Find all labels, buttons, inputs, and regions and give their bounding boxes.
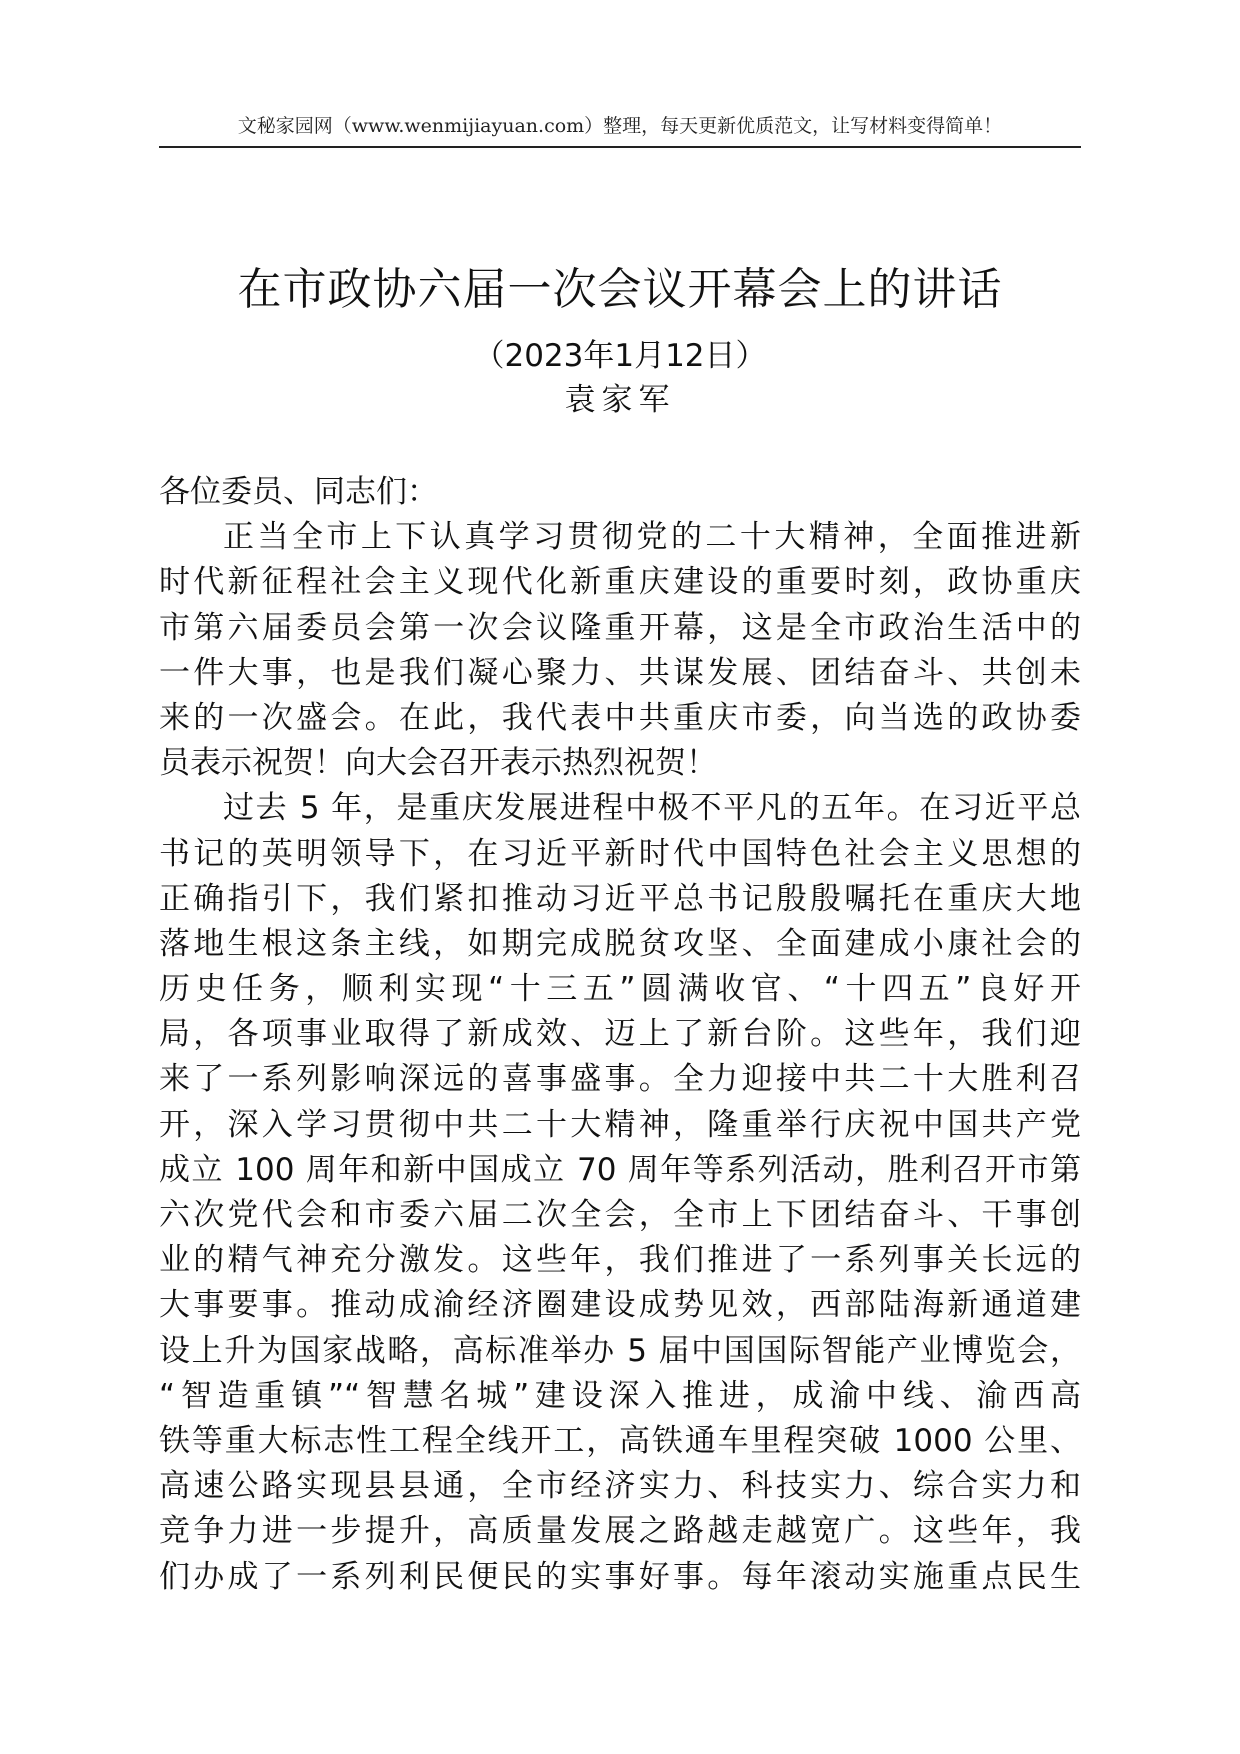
document-author: 袁家军 — [564, 382, 676, 418]
body-line: 历史任务，顺利实现“十三五”圆满收官、“十四五”良好开 — [159, 971, 1081, 1008]
body-line: 来了一系列影响深远的喜事盛事。全力迎接中共二十大胜利召 — [159, 1061, 1081, 1098]
document-title: 在市政协六届一次会议开幕会上的讲话 — [237, 264, 1003, 315]
body-line: “智造重镇”“智慧名城”建设深入推进，成渝中线、渝西高 — [159, 1377, 1081, 1414]
body-line: 员表示祝贺！向大会召开表示热烈祝贺！ — [159, 745, 717, 782]
body-line: 业的精气神充分激发。这些年，我们推进了一系列事关长远的 — [159, 1242, 1081, 1279]
body-line: 落地生根这条主线，如期完成脱贫攻坚、全面建成小康社会的 — [159, 925, 1081, 962]
page-header: 文秘家园网（www.wenmijiayuan.com）整理，每天更新优质范文，让写材料变得简单！ — [237, 115, 1003, 137]
body-line: 设上升为国家战略，高标准举办 5 届中国国际智能产业博览会， — [159, 1332, 1081, 1369]
body-line: 正确指引下，我们紧扣推动习近平总书记殷殷嘱托在重庆大地 — [159, 880, 1081, 917]
salutation: 各位委员、同志们： — [159, 474, 438, 510]
body-line: 大事要事。推动成渝经济圈建设成势见效，西部陆海新通道建 — [159, 1287, 1081, 1324]
body-line: 六次党代会和市委六届二次全会，全市上下团结奋斗、干事创 — [159, 1197, 1081, 1233]
body-line: 一件大事，也是我们凝心聚力、共谋发展、团结奋斗、共创未 — [159, 654, 1081, 691]
body-line: 竞争力进一步提升，高质量发展之路越走越宽广。这些年，我 — [159, 1513, 1081, 1550]
body-line: 开，深入学习贯彻中共二十大精神，隆重举行庆祝中国共产党 — [159, 1106, 1081, 1143]
body-line: 来的一次盛会。在此，我代表中共重庆市委，向当选的政协委 — [159, 699, 1081, 736]
body-line: 铁等重大标志性工程全线开工，高铁通车里程突破 1000 公里、 — [159, 1422, 1081, 1459]
document-body — [159, 470, 1081, 1600]
body-line: 成立 100 周年和新中国成立 70 周年等系列活动，胜利召开市第 — [159, 1151, 1081, 1188]
body-line: 局，各项事业取得了新成效、迈上了新台阶。这些年，我们迎 — [159, 1016, 1081, 1053]
body-line: 书记的英明领导下，在习近平新时代中国特色社会主义思想的 — [159, 835, 1081, 872]
document-date: （2023年1月12日） — [473, 338, 767, 374]
body-line: 高速公路实现县县通，全市经济实力、科技实力、综合实力和 — [159, 1468, 1081, 1505]
body-line: 市第六届委员会第一次会议隆重开幕，这是全市政治生活中的 — [159, 609, 1081, 646]
body-line: 时代新征程社会主义现代化新重庆建设的重要时刻，政协重庆 — [159, 564, 1081, 601]
body-line: 正当全市上下认真学习贯彻党的二十大精神，全面推进新 — [223, 519, 1081, 556]
body-line: 过去 5 年，是重庆发展进程中极不平凡的五年。在习近平总 — [223, 790, 1081, 827]
header-divider — [159, 146, 1081, 148]
body-line: 们办成了一系列利民便民的实事好事。每年滚动实施重点民生 — [159, 1558, 1081, 1595]
